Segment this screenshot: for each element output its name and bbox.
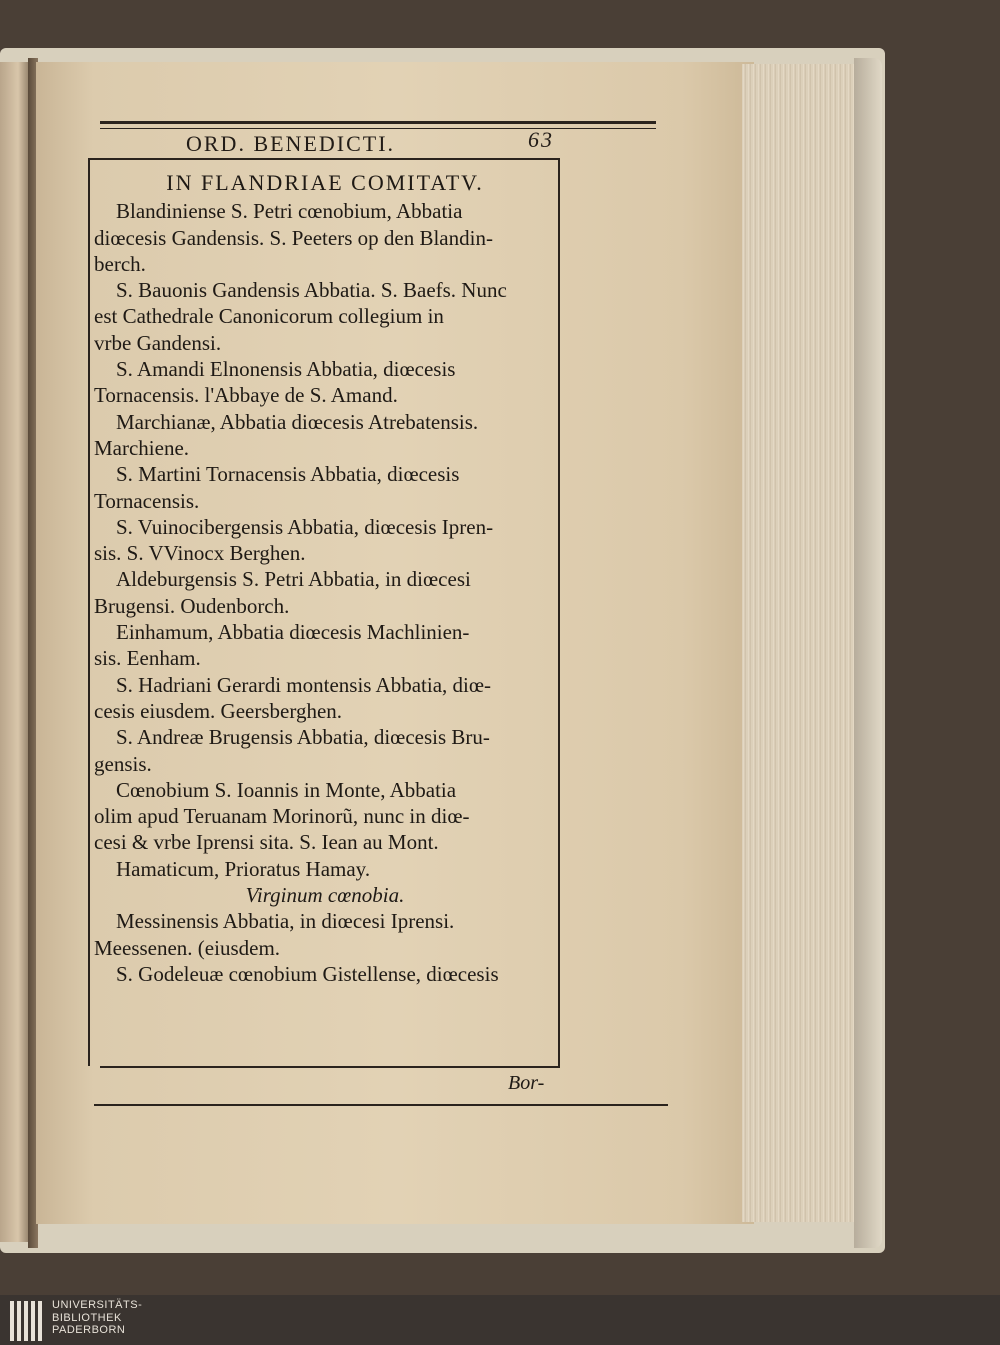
text-line: S. Vuinocibergensis Abbatia, diœcesis Ipren- — [116, 514, 494, 539]
text-line: Hamaticum, Prioratus Hamay. — [116, 856, 371, 881]
text-line: S. Godeleuæ cœnobium Gistellense, diœcesis — [116, 961, 499, 986]
text-line: Messinensis Abbatia, in diœcesi Iprensi. — [116, 909, 455, 934]
text-line: Marchianæ, Abbatia diœcesis Atrebatensis. — [116, 409, 479, 434]
text-line: sis. Eenham. — [94, 646, 201, 671]
text-line: S. Hadriani Gerardi montensis Abbatia, diœ- — [116, 672, 492, 697]
entries-block-2 — [94, 908, 556, 987]
text-line: Blandiniense S. Petri cœnobium, Abbatia — [116, 199, 463, 224]
text-line: S. Andreæ Brugensis Abbatia, diœcesis Bru- — [116, 725, 490, 750]
text-line: Einhamum, Abbatia diœcesis Machlinien- — [116, 620, 470, 645]
text-line: est Cathedrale Canonicorum collegium in — [94, 304, 444, 329]
bottom-rule — [100, 1066, 560, 1068]
text-line: Aldeburgensis S. Petri Abbatia, in diœcesi — [116, 567, 471, 592]
text-line: Brugensi. Oudenborch. — [94, 593, 290, 618]
text-line: sis. S. VVinocx Berghen. — [94, 541, 306, 566]
running-head-title: ORD. BENEDICTI. — [186, 131, 396, 156]
text-line: berch. — [94, 251, 146, 276]
text-line: vrbe Gandensi. — [94, 330, 222, 355]
bottom-rule-outer — [94, 1104, 668, 1106]
logo-line: BIBLIOTHEK — [52, 1311, 122, 1324]
text-line: gensis. — [94, 751, 152, 776]
footer-bar — [0, 1295, 1000, 1345]
cover-edge — [854, 58, 882, 1248]
section-heading: IN FLANDRIAE COMITATV. — [166, 170, 484, 195]
entries-block — [94, 198, 556, 882]
top-rule-thin — [100, 128, 656, 129]
running-head — [100, 127, 556, 157]
page-block-edge — [742, 64, 858, 1222]
text-line: Tornacensis. — [94, 488, 200, 513]
library-logo-text — [52, 1299, 142, 1337]
text-line: Cœnobium S. Ioannis in Monte, Abbatia — [116, 777, 457, 802]
text-line: S. Martini Tornacensis Abbatia, diœcesis — [116, 462, 460, 487]
text-line: S. Amandi Elnonensis Abbatia, diœcesis — [116, 357, 456, 382]
text-line: Meessenen. (eiusdem. — [94, 935, 281, 960]
text-line: cesi & vrbe Iprensi sita. S. Iean au Mont. — [94, 830, 439, 855]
text-line: S. Bauonis Gandensis Abbatia. S. Baefs. Nunc — [116, 278, 507, 303]
text-line: diœcesis Gandensis. S. Peeters op den Blandin- — [94, 225, 493, 250]
text-line: Marchiene. — [94, 435, 190, 460]
body-text — [94, 170, 556, 987]
library-logo-icon — [10, 1301, 44, 1341]
page-number: 63 — [528, 127, 554, 152]
logo-line: UNIVERSITÄTS- — [52, 1299, 143, 1311]
logo-line: PADERBORN — [52, 1324, 126, 1336]
text-line: cesis eiusdem. Geersberghen. — [94, 698, 343, 723]
text-line: olim apud Teruanam Morinorũ, nunc in diœ- — [94, 804, 470, 829]
catchword: Bor- — [508, 1072, 545, 1094]
text-line: Tornacensis. l'Abbaye de S. Amand. — [94, 383, 398, 408]
top-rule — [100, 121, 656, 124]
left-page-edge — [0, 62, 30, 1242]
subheading: Virginum cœnobia. — [245, 883, 405, 908]
